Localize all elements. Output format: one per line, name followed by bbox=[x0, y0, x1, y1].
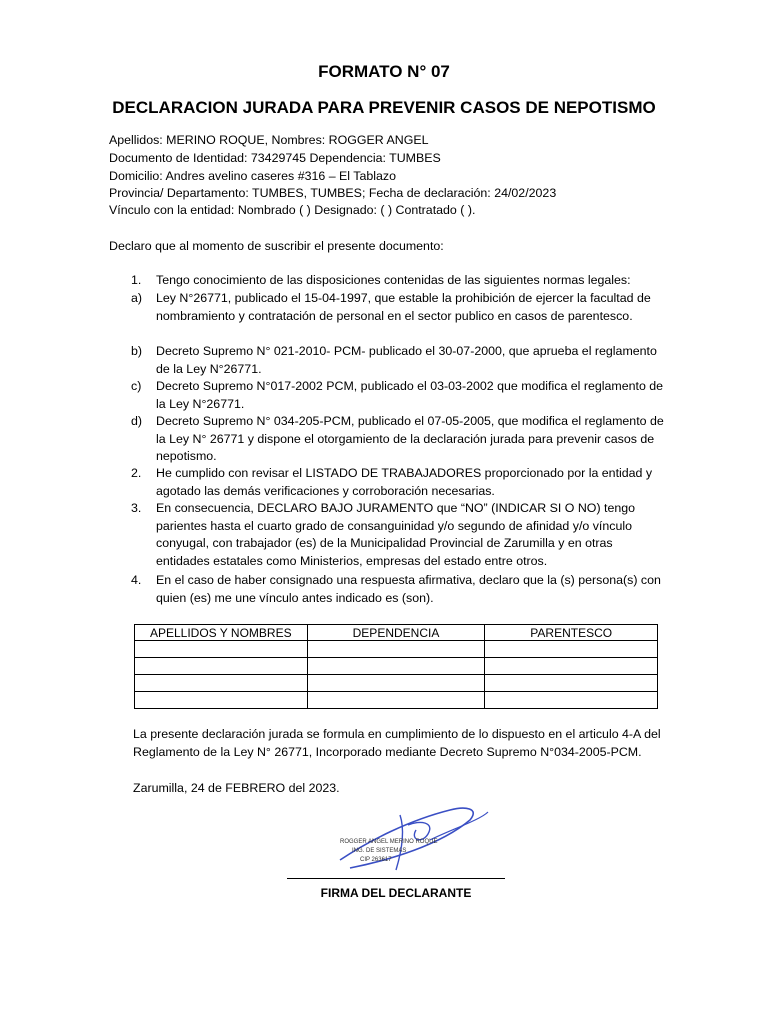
list-marker: 2. bbox=[131, 466, 142, 480]
entity-link-line: Vínculo con la entidad: Nombrado ( ) Designado: ( ) Contratado ( ). bbox=[109, 203, 476, 217]
table-cell bbox=[485, 641, 658, 658]
signature-stroke bbox=[430, 812, 488, 840]
table-row bbox=[135, 641, 658, 658]
table-cell bbox=[135, 658, 308, 675]
table-cell bbox=[485, 658, 658, 675]
table-cell bbox=[307, 675, 485, 692]
list-marker: d) bbox=[131, 414, 143, 428]
form-number-title: FORMATO N° 07 bbox=[318, 62, 450, 81]
table-cell bbox=[307, 692, 485, 709]
address-line: Domicilio: Andres avelino caseres #316 – El Tablazo bbox=[109, 169, 396, 183]
signature-stamp-image bbox=[330, 800, 490, 880]
list-marker: c) bbox=[131, 379, 142, 393]
declaration-title: DECLARACION JURADA PARA PREVENIR CASOS DE NEPOTISMO bbox=[112, 98, 656, 117]
list-item-text: Tengo conocimiento de las disposiciones contenidas de las siguientes normas legales: bbox=[156, 273, 631, 287]
list-item-text: Decreto Supremo N°017-2002 PCM, publicado el 03-03-2002 que modifica el reglamento de la Ley N°26771. bbox=[156, 379, 664, 411]
table-cell bbox=[135, 641, 308, 658]
table-cell bbox=[307, 658, 485, 675]
list-marker: 1. bbox=[131, 273, 142, 287]
table-cell bbox=[307, 641, 485, 658]
intro-statement: Declaro que al momento de suscribir el presente documento: bbox=[109, 239, 444, 253]
identity-document-line: Documento de Identidad: 73429745 Dependencia: TUMBES bbox=[109, 151, 441, 165]
signature-line bbox=[287, 878, 505, 879]
list-item-text: Ley N°26771, publicado el 15-04-1997, que estable la prohibición de ejercer la facultad de nombramiento y contratación de personal en el sector publico en casos de parentesco. bbox=[156, 291, 651, 323]
stamp-profession: ING. DE SISTEMAS bbox=[352, 848, 407, 854]
table-row bbox=[135, 658, 658, 675]
table-cell bbox=[485, 675, 658, 692]
table-cell bbox=[485, 692, 658, 709]
table-row bbox=[135, 692, 658, 709]
table-cell bbox=[135, 692, 308, 709]
place-and-date: Zarumilla, 24 de FEBRERO del 2023. bbox=[133, 781, 340, 795]
list-item-text: Decreto Supremo N° 034-205-PCM, publicado el 07-05-2005, que modifica el reglamento de la Ley N° 26771 y dispone el otorgamiento de la declaración jurada para prevenir casos de nepotismo. bbox=[156, 414, 664, 464]
list-marker: b) bbox=[131, 344, 143, 358]
province-date-line: Provincia/ Departamento: TUMBES, TUMBES; Fecha de declaración: 24/02/2023 bbox=[109, 186, 557, 200]
stamp-name: ROGGER ANGEL MERINO ROQUE bbox=[340, 839, 438, 845]
list-item-text: Decreto Supremo N° 021-2010- PCM- publicado el 30-07-2000, que aprueba el reglamento de la Ley N°26771. bbox=[156, 344, 657, 376]
list-item-text: He cumplido con revisar el LISTADO DE TRABAJADORES proporcionado por la entidad y agotado las demás verificaciones y corroboración necesarias. bbox=[156, 466, 653, 498]
legal-basis-paragraph: La presente declaración jurada se formula en cumplimiento de lo dispuesto en el articulo 4-A del Reglamento de la Ley N° 26771, Incorporado mediante Decreto Supremo N°034-2005-PCM. bbox=[133, 727, 661, 759]
table-header-row bbox=[135, 625, 658, 641]
table-row bbox=[135, 675, 658, 692]
list-marker: 3. bbox=[131, 501, 142, 515]
surname-names-line: Apellidos: MERINO ROQUE, Nombres: ROGGER ANGEL bbox=[109, 133, 429, 147]
column-header-relationship: PARENTESCO bbox=[485, 625, 658, 641]
column-header-names: APELLIDOS Y NOMBRES bbox=[135, 625, 308, 641]
list-item-text: En el caso de haber consignado una respuesta afirmativa, declaro que la (s) persona(s) con quien (es) me une vínculo antes indicado es (son). bbox=[156, 573, 661, 605]
relatives-table bbox=[134, 624, 658, 709]
column-header-dependency: DEPENDENCIA bbox=[307, 625, 485, 641]
list-item-text: En consecuencia, DECLARO BAJO JURAMENTO que “NO” (INDICAR SI O NO) tengo parientes hasta el cuarto grado de consanguinidad y/o segundo de afinidad y/o vínculo conyugal, con trabajador (es) de la Municipalidad Provincial de Zarumilla y en otras entidades estatales como Ministerios, empresas del estado entre otros. bbox=[156, 501, 636, 568]
list-marker: 4. bbox=[131, 573, 142, 587]
table-cell bbox=[135, 675, 308, 692]
list-marker: a) bbox=[131, 291, 143, 305]
signature-label: FIRMA DEL DECLARANTE bbox=[320, 886, 472, 900]
stamp-cip: CIP 263617 bbox=[360, 857, 392, 863]
